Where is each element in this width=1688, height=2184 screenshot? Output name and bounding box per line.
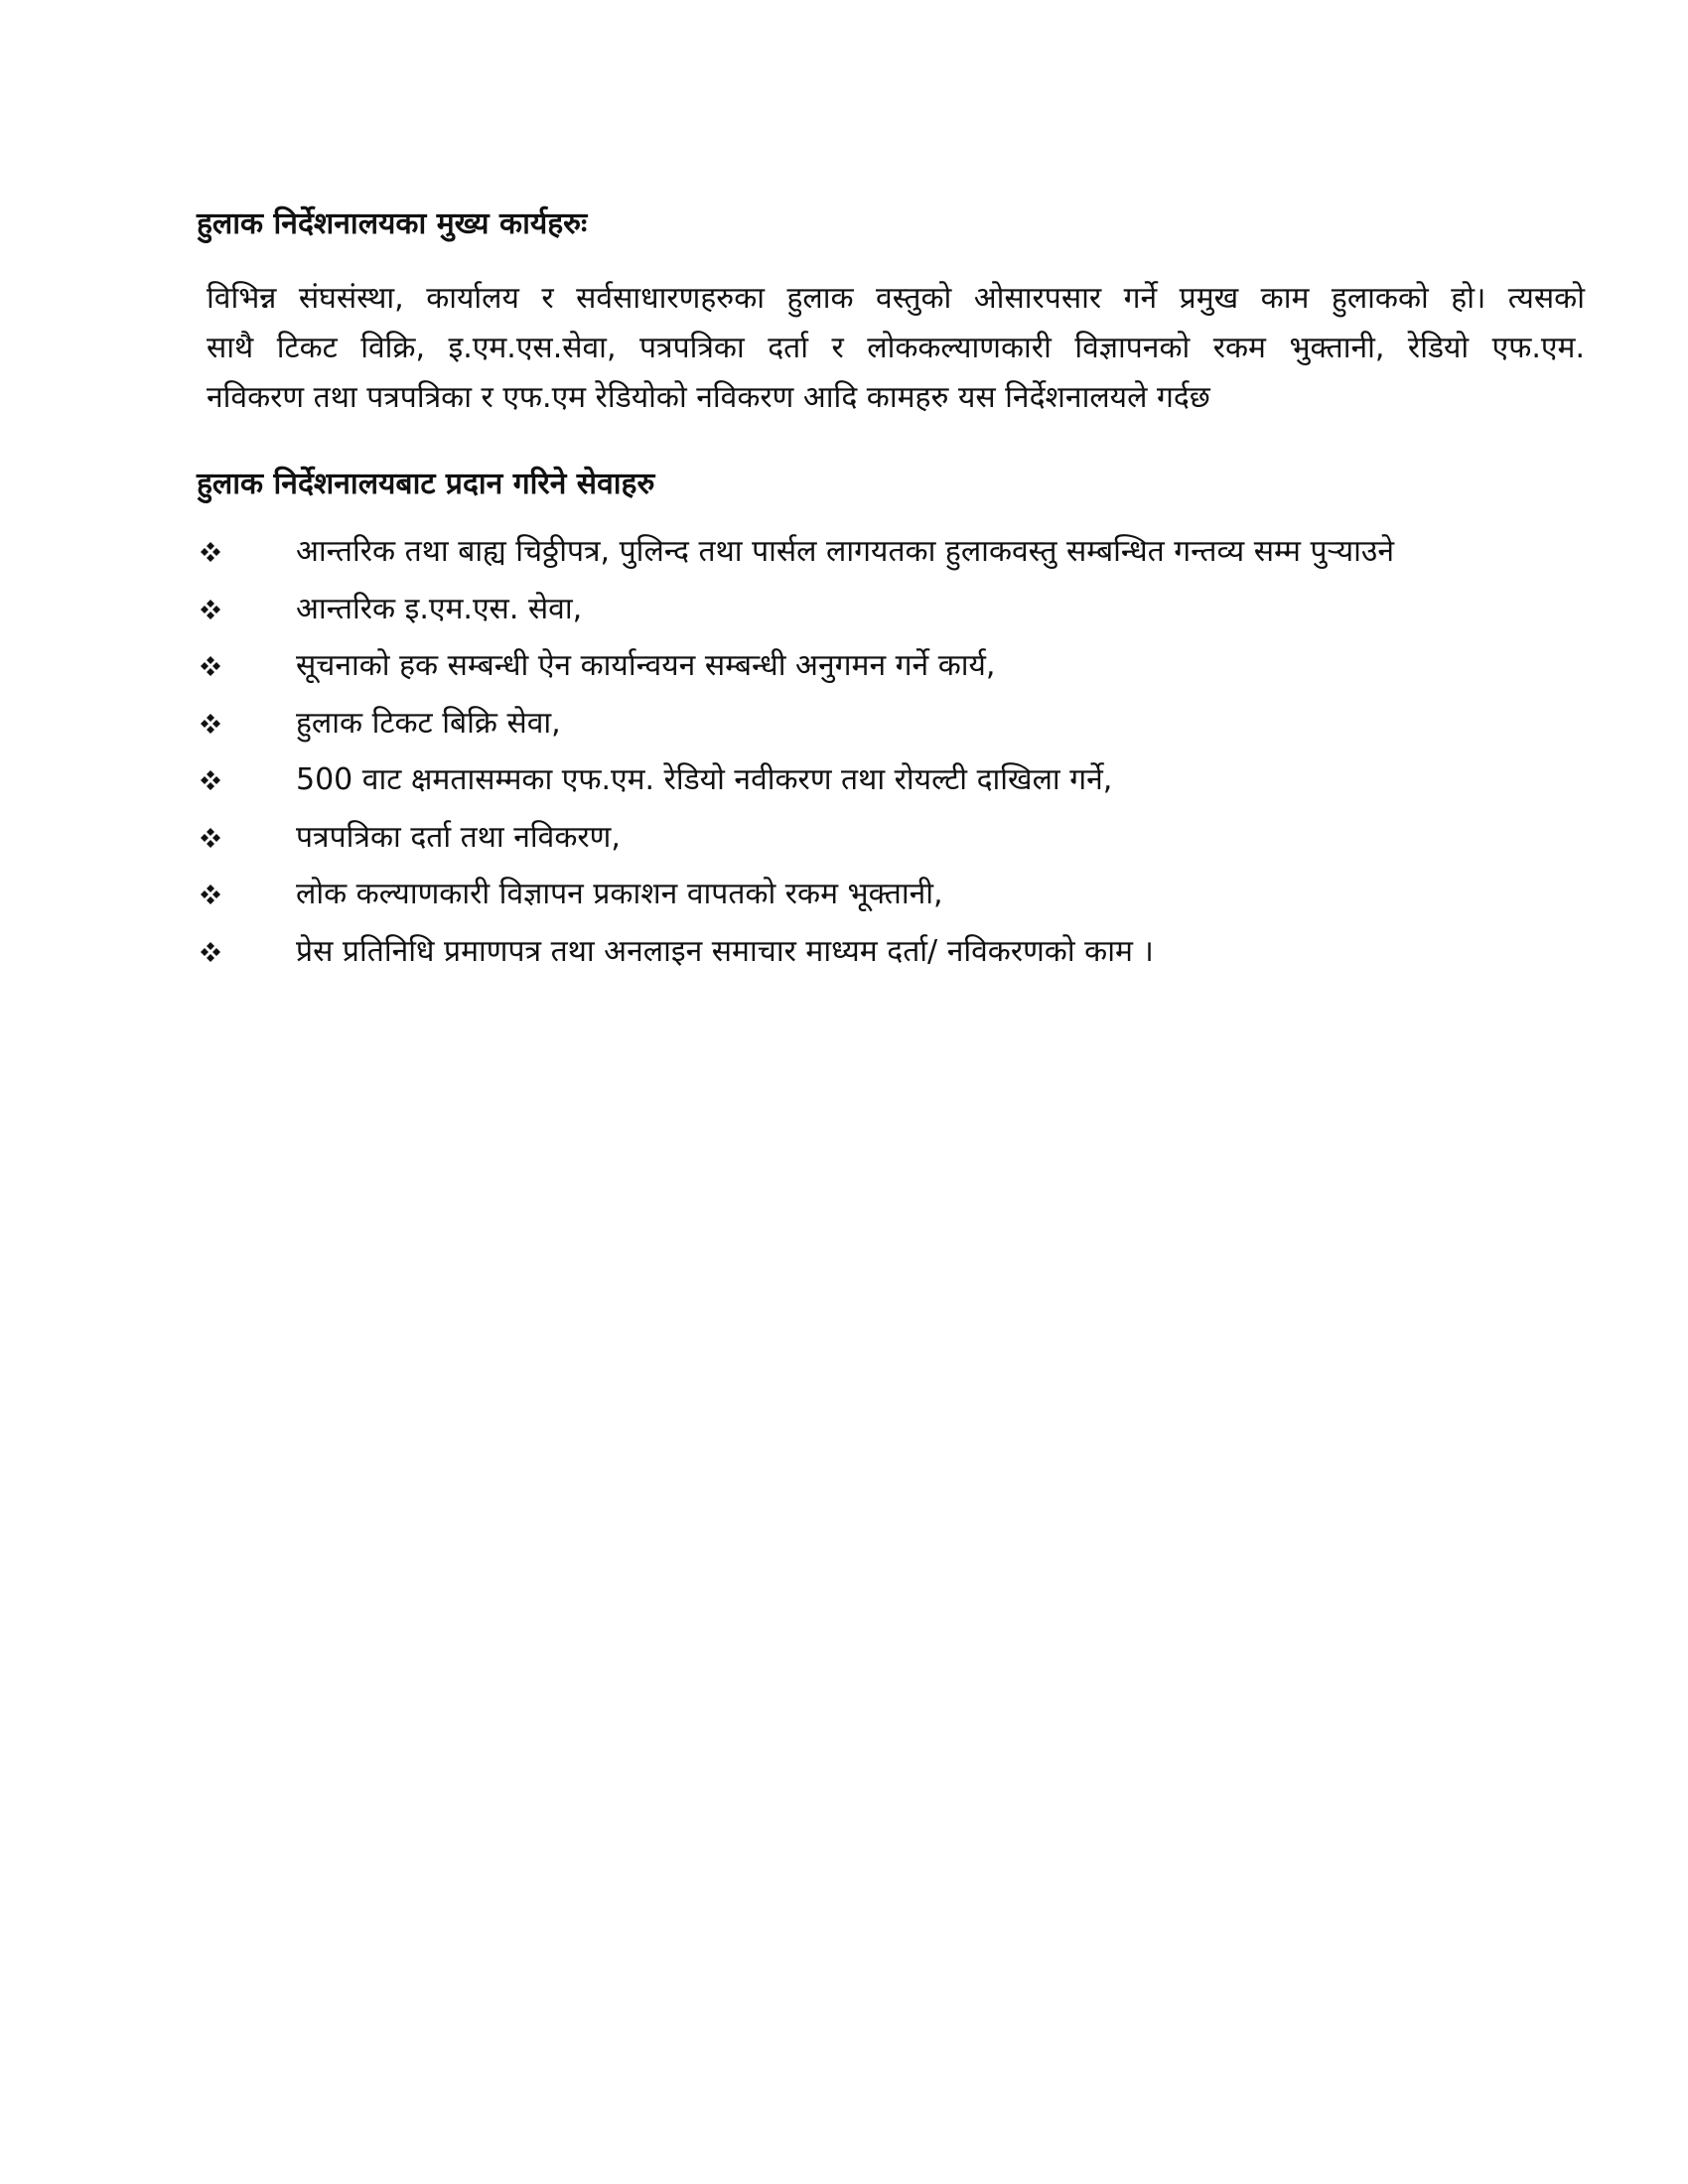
list-item [0, 817, 1688, 875]
list-item-text: आन्तरिक तथा बाह्य चिठ्ठीपत्र, पुलिन्द तथा पार्सल लागयतका हुलाकवस्तु सम्बन्धित गन्तव्य सम्म पुऱ्याउने [296, 534, 1395, 569]
list-item-text: हुलाक टिकट बिक्रि सेवा, [296, 705, 561, 741]
four-diamond-bullet-icon [200, 827, 221, 849]
four-diamond-bullet-icon [200, 599, 221, 620]
main-functions-paragraph [207, 274, 1585, 423]
four-diamond-bullet-icon [200, 884, 221, 905]
section-heading-services: हुलाक निर्देशनालयबाट प्रदान गरिने सेवाहरु [197, 467, 655, 501]
list-item [0, 759, 1688, 817]
list-item [0, 874, 1688, 931]
list-item-text: सूचनाको हक सम्बन्धी ऐन कार्यान्वयन सम्बन्धी अनुगमन गर्ने कार्य, [296, 648, 996, 683]
list-item [0, 703, 1688, 760]
list-item [0, 589, 1688, 646]
four-diamond-bullet-icon [200, 655, 221, 677]
list-item-text: प्रेस प्रतिनिधि प्रमाणपत्र तथा अनलाइन समाचार माध्यम दर्ता/ नविकरणको काम । [296, 933, 1154, 969]
four-diamond-bullet-icon [200, 769, 221, 791]
list-item [0, 931, 1688, 989]
list-item-text: 500 वाट क्षमतासम्मका एफ.एम. रेडियो नवीकरण तथा रोयल्टी दाखिला गर्ने, [296, 762, 1113, 797]
four-diamond-bullet-icon [200, 941, 221, 963]
list-item [0, 531, 1688, 589]
section-heading-main-functions: हुलाक निर्देशनालयका मुख्य कार्यहरुः [197, 206, 588, 241]
paragraph-line: नविकरण तथा पत्रपत्रिका र एफ.एम रेडियोको नविकरण आदि कामहरु यस निर्देशनालयले गर्दछ [207, 380, 1210, 415]
four-diamond-bullet-icon [200, 541, 221, 563]
paragraph-line: विभिन्न संघसंस्था, कार्यालय र सर्वसाधारणहरुका हुलाक वस्तुको ओसारपसार गर्ने प्रमुख काम हुलाकको हो। त्यसको [207, 281, 1585, 316]
paragraph-line: साथै टिकट विक्रि, इ.एम.एस.सेवा, पत्रपत्रिका दर्ता र लोककल्याणकारी विज्ञापनको रकम भुक्तानी, रेडियो एफ.एम. [207, 331, 1585, 365]
list-item-text: पत्रपत्रिका दर्ता तथा नविकरण, [296, 819, 621, 855]
four-diamond-bullet-icon [200, 713, 221, 735]
list-item [0, 645, 1688, 703]
services-list [0, 531, 1688, 988]
list-item-text: लोक कल्याणकारी विज्ञापन प्रकाशन वापतको रकम भूक्तानी, [296, 877, 943, 911]
list-item-text: आन्तरिक इ.एम.एस. सेवा, [296, 591, 583, 626]
